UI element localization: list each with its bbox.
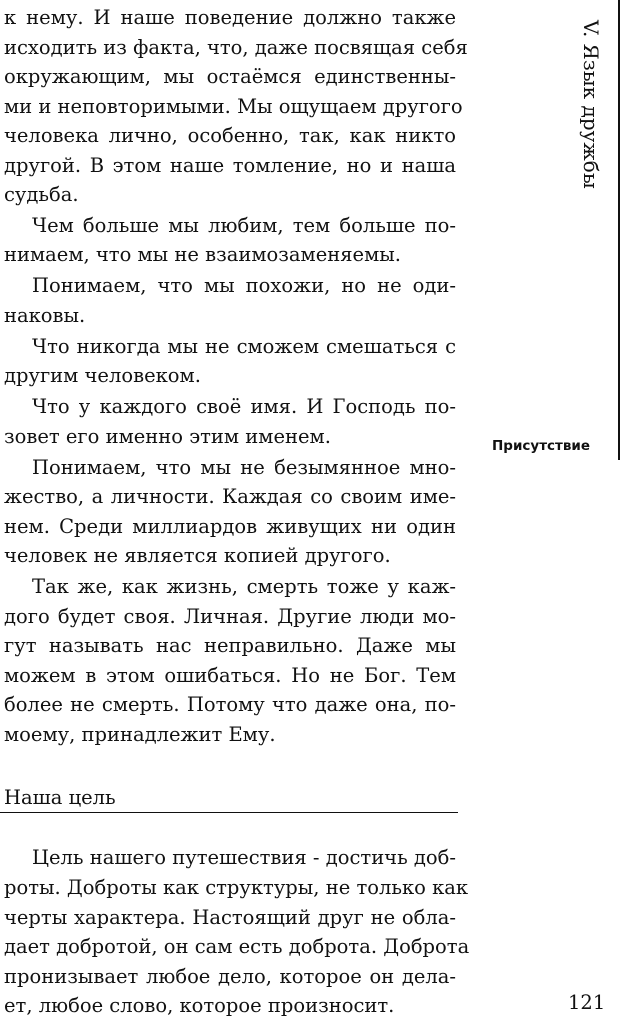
text-line: пронизывает любое дело, которое он дела-	[4, 965, 456, 988]
text-line: зовет его именно этим именем.	[4, 425, 331, 448]
text-line: моему, принадлежит Ему.	[4, 723, 276, 746]
text-line: человек не является копией другого.	[4, 544, 391, 567]
text-line: человека лично, особенно, так, как никто	[4, 124, 456, 147]
text-line: жество, а личности. Каждая со своим име-	[4, 485, 456, 508]
text-line: роты. Доброты как структуры, не только как	[4, 876, 469, 899]
text-line: другим человеком.	[4, 364, 201, 387]
chapter-title: V. Язык дружбы	[579, 20, 603, 189]
text-line: Понимаем, что мы не безымянное мно-	[32, 456, 456, 479]
text-line: Так же, как жизнь, смерть тоже у каж-	[32, 575, 456, 598]
page-number: 121	[568, 991, 606, 1014]
text-line: судьба.	[4, 183, 79, 206]
text-line: дает добротой, он сам есть доброта. Доброта	[4, 935, 470, 958]
text-line: Понимаем, что мы похожи, но не оди-	[32, 274, 456, 297]
text-line: Цель нашего путешествия - достичь доб-	[32, 846, 456, 869]
text-line: дого будет своя. Личная. Другие люди мо-	[4, 605, 456, 628]
margin-note: Присутствие	[492, 438, 591, 454]
text-line: более не смерть. Потому что даже она, по-	[4, 693, 456, 716]
text-line: окружающим, мы остаёмся единственны-	[4, 65, 456, 88]
text-line: гут называть нас неправильно. Даже мы	[4, 634, 456, 657]
text-line: исходить из факта, что, даже посвящая себя	[4, 36, 468, 59]
text-line: Что у каждого своё имя. И Господь по-	[32, 395, 456, 418]
text-line: к нему. И наше поведение должно также	[4, 6, 456, 29]
text-line: нимаем, что мы не взаимозаменяемы.	[4, 243, 401, 266]
text-line: Чем больше мы любим, тем больше по-	[32, 214, 456, 237]
text-line: другой. В этом наше томление, но и наша	[4, 154, 456, 177]
text-line: черты характера. Настоящий друг не обла-	[4, 906, 456, 929]
text-line: можем в этом ошибаться. Но не Бог. Тем	[4, 664, 456, 687]
section-heading: Наша цель	[4, 786, 116, 809]
text-line: ет, любое слово, которое произносит.	[4, 994, 395, 1017]
text-line: нем. Среди миллиардов живущих ни один	[4, 515, 456, 538]
text-line: Что никогда мы не сможем смешаться с	[32, 335, 456, 358]
text-line: ми и неповторимыми. Мы ощущаем другого	[4, 95, 463, 118]
heading-underline	[0, 812, 458, 813]
text-line: наковы.	[4, 304, 86, 327]
